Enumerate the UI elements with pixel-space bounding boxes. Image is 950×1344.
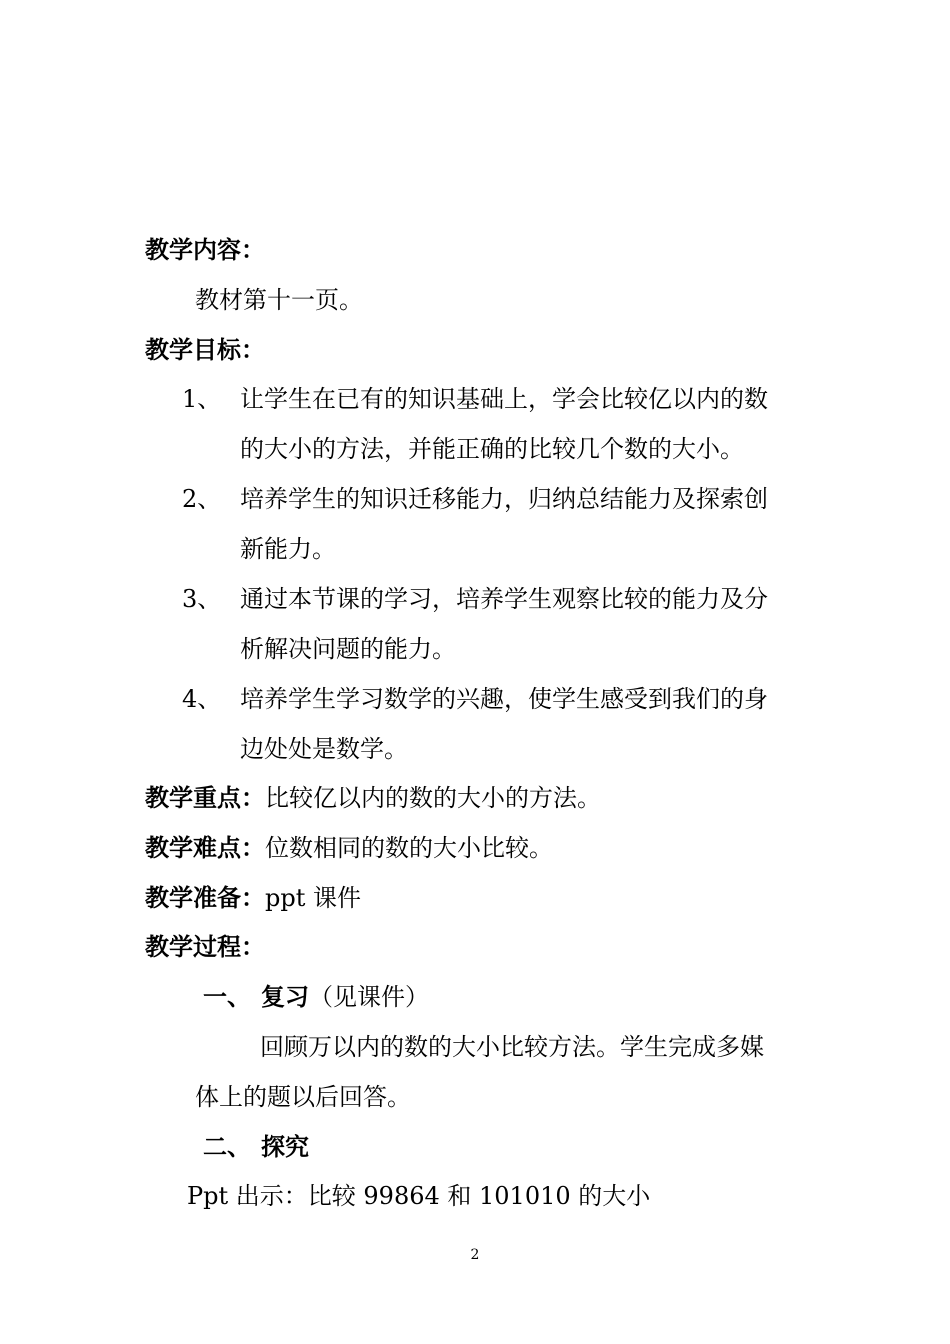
section-title: 复习: [261, 982, 309, 1011]
preparation-text: ppt 课件: [265, 884, 361, 912]
page-number: 2: [470, 1247, 480, 1263]
difficulty-row: [145, 833, 553, 863]
goal-text-line1: 让学生在已有的知识基础上，学会比较亿以内的数: [240, 385, 768, 413]
goal-number: 3、: [182, 585, 222, 613]
preparation-label: 教学准备：: [145, 883, 265, 912]
ppt-prompt: Ppt 出示：比较 99864 和 101010 的大小: [187, 1182, 651, 1210]
section-number: 二、: [203, 1132, 251, 1161]
goal-text-line2: 新能力。: [240, 535, 336, 563]
section-number: 一、: [203, 982, 251, 1011]
section-review-heading: [203, 982, 429, 1012]
section-title: 探究: [261, 1132, 309, 1161]
review-text-line1: 回顾万以内的数的大小比较方法。学生完成多媒: [260, 1033, 764, 1061]
goal-text-line2: 的大小的方法，并能正确的比较几个数的大小。: [240, 435, 744, 463]
preparation-row: [145, 883, 361, 913]
difficulty-label: 教学难点：: [145, 833, 265, 862]
key-point-text: 比较亿以内的数的大小的方法。: [265, 784, 601, 812]
content-heading: 教学内容：: [145, 235, 265, 264]
goal-text-line1: 通过本节课的学习，培养学生观察比较的能力及分: [240, 585, 768, 613]
content-text: 教材第十一页。: [195, 286, 363, 314]
goal-text-line1: 培养学生学习数学的兴趣，使学生感受到我们的身: [240, 685, 768, 713]
key-point-label: 教学重点：: [145, 783, 265, 812]
process-heading: 教学过程：: [145, 932, 265, 961]
goal-text-line1: 培养学生的知识迁移能力，归纳总结能力及探索创: [240, 485, 768, 513]
goal-text-line2: 边处处是数学。: [240, 735, 408, 763]
goal-text-line2: 析解决问题的能力。: [240, 635, 456, 663]
review-text-line2: 体上的题以后回答。: [195, 1083, 411, 1111]
section-note: （见课件）: [309, 983, 429, 1011]
section-explore-heading: [203, 1132, 309, 1162]
goal-number: 4、: [182, 685, 222, 713]
goal-number: 2、: [182, 485, 222, 513]
goals-heading: 教学目标：: [145, 335, 265, 364]
difficulty-text: 位数相同的数的大小比较。: [265, 834, 553, 862]
goal-number: 1、: [182, 385, 222, 413]
key-point-row: [145, 783, 601, 813]
